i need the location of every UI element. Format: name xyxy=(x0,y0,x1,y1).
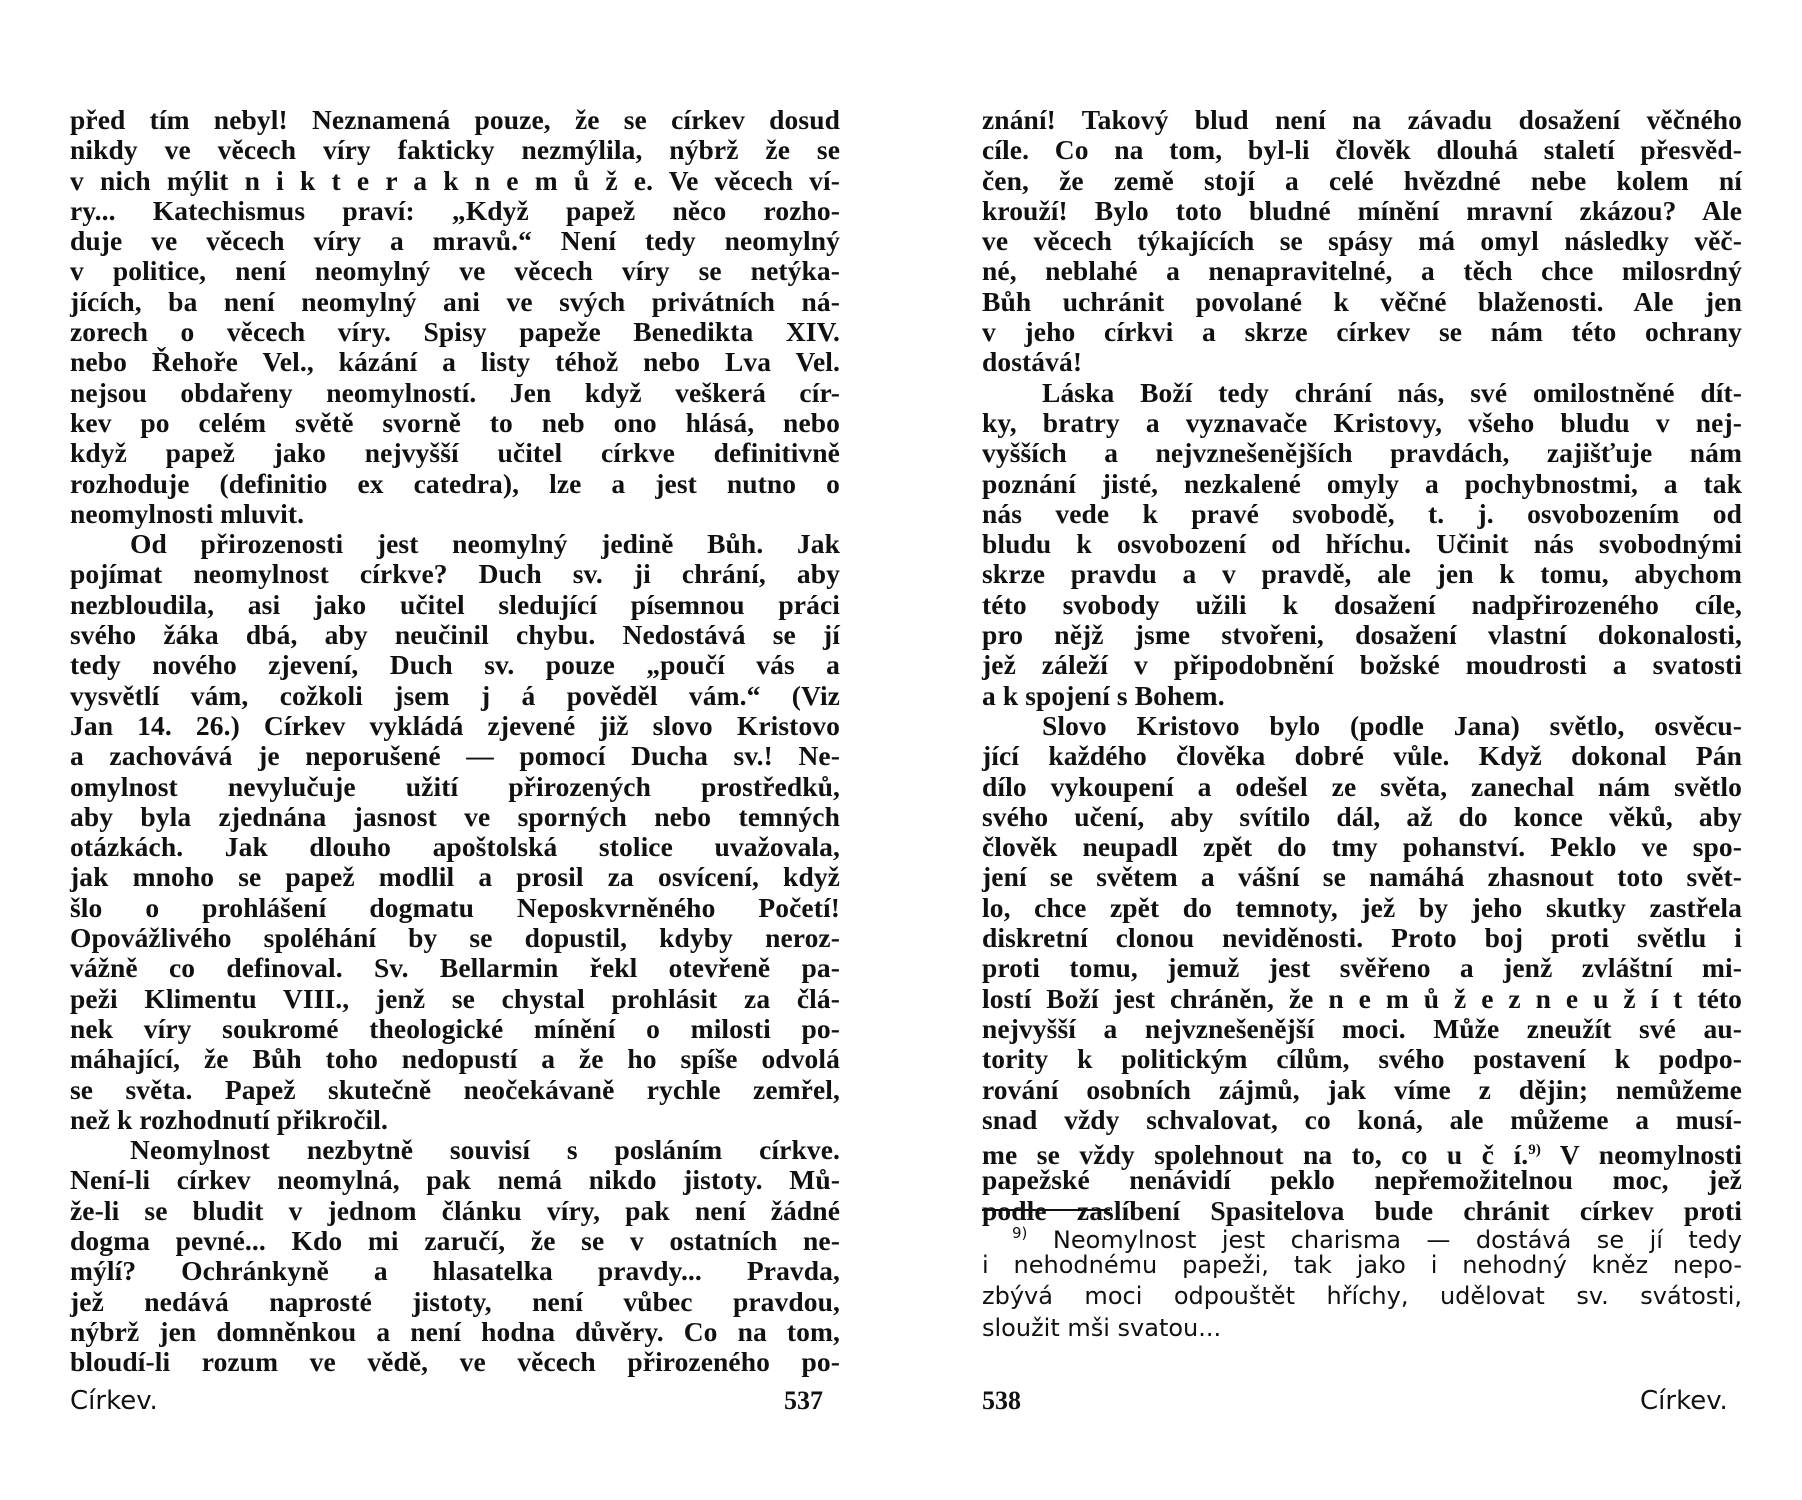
left-page-number: 537 xyxy=(784,1386,823,1415)
text-line: nýbrž jen domněnkou a není hodna důvěry. Co na tom, xyxy=(70,1315,840,1347)
text-line: jež záleží v připodobnění božské moudrosti a svatosti xyxy=(982,649,1742,681)
footnote-text: Neomylnost jest charisma — dostává se jí tedy xyxy=(1027,1226,1742,1254)
text-line: bludu k osvobození od hříchu. Učinit nás svobodnými xyxy=(982,528,1742,560)
text-line: než k rozhodnutí přikročil. xyxy=(70,1103,388,1135)
text-line: neomylnosti mluvit. xyxy=(70,497,305,529)
text-line: svého učení, aby svítilo dál, až do konce věků, aby xyxy=(982,800,1742,832)
text-line: jících, ba není neomylný ani ve svých privátních ná- xyxy=(70,285,840,317)
text-line: dostává! xyxy=(982,346,1083,378)
footnote xyxy=(982,1218,1742,1344)
text-line: rozhoduje (definitio ex catedra), lze a jest nutno o xyxy=(70,467,840,499)
text-line: se světa. Papež skutečně neočekávaně rychle zemřel, xyxy=(70,1073,840,1105)
text-line: jak mnoho se papež modlil a prosil za osvícení, když xyxy=(70,861,840,893)
text-line: snad vždy schvalovat, co koná, ale můžeme a musí- xyxy=(982,1103,1742,1135)
text-line: člověk neupadl zpět do tmy pohanství. Peklo ve spo- xyxy=(982,831,1742,863)
text-line: nikdy ve věcech víry fakticky nezmýlila, nýbrž že se xyxy=(70,134,840,166)
text-line: vyšších a nejvznešenějších pravdách, zajišťuje nám xyxy=(982,437,1742,469)
text-line: Bůh uchránit povolané k věčné blaženosti. Ale jen xyxy=(982,285,1742,317)
text-line: nezbloudila, asi jako učitel sledující písemnou práci xyxy=(70,588,840,620)
text-line: čen, že země stojí a celé hvězdné nebe kolem ní xyxy=(982,164,1742,196)
text-line: proti tomu, jemuž jest svěřeno a jenž zvláštní mi- xyxy=(982,952,1742,984)
text-line: nejvyšší a nejvznešenější moci. Může zneužít své au- xyxy=(982,1012,1742,1044)
footnote-line xyxy=(982,1218,1742,1254)
text-line: v nich mýlit n i k t e r a k n e m ů ž e. Ve věcech ví- xyxy=(70,164,840,196)
text-line: cíle. Co na tom, byl-li člověk dlouhá staletí přesvěd- xyxy=(982,134,1742,166)
left-running-footer: Církev. xyxy=(70,1386,158,1416)
text-line: když papež jako nejvyšší učitel církve definitivně xyxy=(70,437,840,469)
text-line: omylnost nevylučuje užití přirozených prostředků, xyxy=(70,770,840,802)
footnote-reference: 9) xyxy=(1528,1142,1541,1159)
footnote-divider xyxy=(982,1209,1110,1211)
text-line: jení se světem a vášní se namáhá zhasnout toto svět- xyxy=(982,861,1742,893)
text-line: rování osobních zájmů, jak víme z dějin; nemůžeme xyxy=(982,1073,1742,1105)
text-line: že-li se bludit v jednom článku víry, pak není žádné xyxy=(70,1194,840,1226)
text-line: otázkách. Jak dlouho apoštolská stolice uvažovala, xyxy=(70,831,840,863)
text-line: kev po celém světě svorně to neb ono hlásá, nebo xyxy=(70,406,840,438)
text-line: lostí Boží jest chráněn, že n e m ů ž e z n e u ž í t této xyxy=(982,982,1742,1014)
right-page-number: 538 xyxy=(982,1386,1021,1415)
text-line: Jan 14. 26.) Církev vykládá zjevené již slovo Kristovo xyxy=(70,709,840,741)
footnote-line: zbývá moci odpouštět hříchy, udělovat sv. svátosti, xyxy=(982,1282,1742,1310)
text-line: pojímat neomylnost církve? Duch sv. ji chrání, aby xyxy=(70,558,840,590)
footnote-line: sloužit mši svatou... xyxy=(982,1313,1222,1342)
text-line: dílo vykoupení a odešel ze světa, zanechal nám světlo xyxy=(982,770,1742,802)
text-line: duje ve věcech víry a mravů.“ Není tedy neomylný xyxy=(70,225,840,257)
text-segment: me se vždy spolehnout na to, co u č í. xyxy=(982,1139,1529,1171)
text-line: znání! Takový blud není na závadu dosažení věčného xyxy=(982,104,1742,135)
text-line: tedy nového zjevení, Duch sv. pouze „poučí vás a xyxy=(70,649,840,681)
text-line: Láska Boží tedy chrání nás, své omilostněné dít- xyxy=(1042,376,1742,408)
text-line: Od přirozenosti jest neomylný jedině Bůh. Jak xyxy=(130,528,840,560)
text-line: Slovo Kristovo bylo (podle Jana) světlo, osvěcu- xyxy=(1042,709,1742,741)
text-line: krouží! Bylo toto bludné mínění mravní zkázou? Ale xyxy=(982,194,1742,226)
text-line xyxy=(982,1135,1742,1171)
text-line: Opovážlivého spoléhání by se dopustil, kdyby neroz- xyxy=(70,922,840,954)
text-line: v jeho církvi a skrze církev se nám této ochrany xyxy=(982,316,1742,348)
text-line: tority k politickým cílům, svého postavení k podpo- xyxy=(982,1043,1742,1075)
text-line: bloudí-li rozum ve vědě, ve věcech přirozeného po- xyxy=(70,1346,840,1378)
footnote-marker: 9) xyxy=(1012,1224,1028,1242)
text-line: máhající, že Bůh toho nedopustí a že ho spíše odvolá xyxy=(70,1043,840,1075)
text-line: ky, bratry a vyznavače Kristovy, všeho bludu v nej- xyxy=(982,406,1742,438)
text-line: vážně co definoval. Sv. Bellarmin řekl otevřeně pa- xyxy=(70,952,840,984)
footnote-line: i nehodnému papeži, tak jako i nehodný kněz nepo- xyxy=(982,1250,1742,1279)
left-page-body xyxy=(70,105,840,1377)
text-line: Není-li církev neomylná, pak nemá nikdo jistoty. Mů- xyxy=(70,1164,840,1196)
text-line: ry... Katechismus praví: „Když papež něco rozho- xyxy=(70,194,840,226)
text-line: před tím nebyl! Neznamená pouze, že se církev dosud xyxy=(70,104,840,135)
text-line: pro nějž jsme stvořeni, dosažení vlastní dokonalosti, xyxy=(982,619,1742,651)
text-line: v politice, není neomylný ve věcech víry se netýka- xyxy=(70,255,840,287)
text-line: této svobody užili k dosažení nadpřirozeného cíle, xyxy=(982,588,1742,620)
text-line: né, neblahé a nenapravitelné, a těch chce milosrdný xyxy=(982,255,1742,287)
text-line: dogma pevné... Kdo mi zaručí, že se v ostatních ne- xyxy=(70,1224,840,1256)
text-line: jež nedává naprosté jistoty, není vůbec pravdou, xyxy=(70,1285,840,1317)
text-line: ve věcech týkajících se spásy má omyl následky věč- xyxy=(982,225,1742,257)
text-segment: V neomylnosti xyxy=(1540,1139,1742,1171)
text-line: diskretní clonou neviděnosti. Proto boj proti světlu i xyxy=(982,922,1742,954)
text-line: nebo Řehoře Vel., kázání a listy téhož nebo Lva Vel. xyxy=(70,346,840,378)
text-line: skrze pravdu a v pravdě, ale jen k tomu, abychom xyxy=(982,558,1742,590)
text-line: zorech o věcech víry. Spisy papeže Benedikta XIV. xyxy=(70,316,840,348)
text-line: šlo o prohlášení dogmatu Neposkvrněného Početí! xyxy=(70,891,840,923)
text-line: nás vede k pravé svobodě, t. j. osvobozením od xyxy=(982,497,1742,529)
text-line: papežské nenávidí peklo nepřemožitelnou moc, jež xyxy=(982,1164,1742,1196)
text-line: svého žáka dbá, aby neučinil chybu. Nedostává se jí xyxy=(70,619,840,651)
right-running-footer: Církev. xyxy=(1640,1386,1728,1416)
text-line: peži Klimentu VIII., jenž se chystal prohlásit za člá- xyxy=(70,982,840,1014)
text-line: Neomylnost nezbytně souvisí s posláním církve. xyxy=(130,1134,840,1166)
text-line: lo, chce zpět do temnoty, jež by jeho skutky zastřela xyxy=(982,891,1742,923)
text-line: nek víry soukromé theologické mínění o milosti po- xyxy=(70,1012,840,1044)
text-line: mýlí? Ochránkyně a hlasatelka pravdy... Pravda, xyxy=(70,1255,840,1287)
left-page xyxy=(70,105,840,1377)
text-line: jící každého člověka dobré vůle. Když dokonal Pán xyxy=(982,740,1742,772)
text-line: vysvětlí vám, cožkoli jsem j á pověděl vám.“ (Viz xyxy=(70,679,840,711)
text-line: a zachovává je neporušené — pomocí Ducha sv.! Ne- xyxy=(70,740,840,772)
text-line: poznání jisté, nezkalené omyly a pochybnostmi, a tak xyxy=(982,467,1742,499)
text-line: a k spojení s Bohem. xyxy=(982,679,1225,711)
text-line: nejsou obdařeny neomylností. Jen když veškerá cír- xyxy=(70,376,840,408)
right-page-body xyxy=(982,105,1742,1226)
text-line: aby byla zjednána jasnost ve sporných nebo temných xyxy=(70,800,840,832)
text-line: podle zaslíbení Spasitelova bude chránit církev proti xyxy=(982,1194,1742,1226)
right-page xyxy=(982,105,1742,1226)
